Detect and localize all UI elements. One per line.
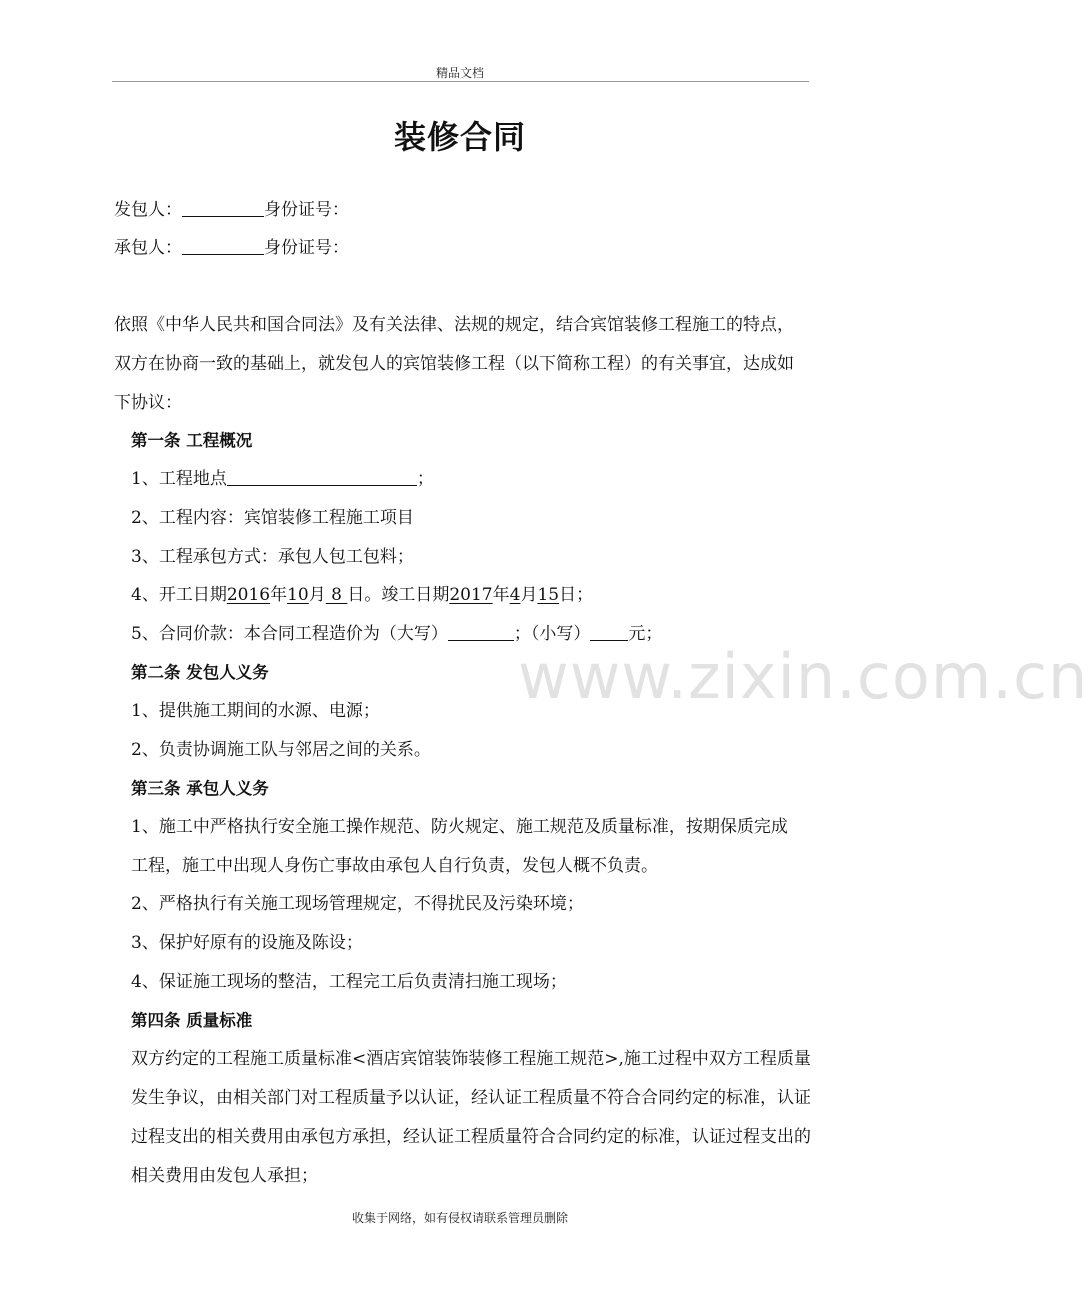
start-day: 8 — [325, 585, 348, 605]
article3-heading: 第三条 承包人义务 — [131, 779, 269, 798]
header-divider — [112, 81, 809, 82]
article1-item2: 2、工程内容：宾馆装修工程施工项目 — [131, 508, 414, 528]
price-upper-label: 5、合同价款：本合同工程造价为（大写） — [131, 624, 448, 644]
document-title: 装修合同 — [393, 118, 526, 156]
site-end: ； — [416, 469, 434, 489]
page-footer: 收集于网络，如有侵权请联系管理员删除 — [351, 1211, 568, 1225]
article1-item3: 3、工程承包方式：承包人包工包料； — [131, 547, 414, 567]
price-lower-blank — [590, 622, 628, 641]
employer-line — [114, 198, 349, 222]
end-year: 2017 — [449, 585, 493, 605]
month-char: 月 — [520, 585, 538, 605]
end-date-label: 日。竣工日期 — [347, 585, 450, 605]
price-suffix: 元； — [628, 624, 663, 644]
article1-item1 — [131, 467, 434, 491]
start-month: 10 — [287, 585, 309, 605]
contractor-label: 承包人： — [114, 238, 182, 258]
end-date-suffix: 日； — [559, 585, 594, 605]
year-char: 年 — [270, 585, 288, 605]
article3-item2: 2、严格执行有关施工现场管理规定，不得扰民及污染环境； — [131, 894, 584, 914]
watermark: www.zixin.com.cn — [518, 640, 1088, 713]
article4-paragraph: 双方约定的工程施工质量标准<酒店宾馆装饰装修工程施工规范>,施工过程中双方工程质量发生争议，由相关部门对工程质量予以认证，经认证工程质量不符合合同约定的标准，认证过程支出的相关费用由承包方承担，经认证工程质量符合合同约定的标准，认证过程支出的相关费用由发包人承担； — [131, 1049, 811, 1186]
employer-id-label: 身份证号： — [264, 200, 349, 220]
year-char: 年 — [492, 585, 510, 605]
article3-item4: 4、保证施工现场的整洁，工程完工后负责清扫施工现场； — [131, 972, 567, 992]
price-lower-label: ；（小写） — [513, 624, 591, 644]
employer-name-blank — [182, 198, 264, 217]
price-upper-blank — [448, 622, 514, 641]
contractor-id-label: 身份证号： — [264, 238, 349, 258]
article1-heading: 第一条 工程概况 — [131, 431, 253, 450]
site-blank — [227, 467, 417, 486]
month-char: 月 — [308, 585, 326, 605]
article2-item2: 2、负责协调施工队与邻居之间的关系。 — [131, 740, 431, 760]
preamble-paragraph: 依照《中华人民共和国合同法》及有关法律、法规的规定，结合宾馆装修工程施工的特点，双方在协商一致的基础上，就发包人的宾馆装修工程（以下简称工程）的有关事宜，达成如下协议： — [114, 315, 794, 413]
article4-heading: 第四条 质量标准 — [131, 1011, 253, 1030]
article1-item4 — [131, 583, 593, 607]
start-date-label: 4、开工日期 — [131, 585, 227, 605]
contractor-line — [114, 236, 349, 260]
contractor-name-blank — [182, 236, 264, 255]
start-year: 2016 — [226, 585, 271, 605]
end-month: 4 — [509, 585, 521, 605]
employer-label: 发包人： — [114, 200, 182, 220]
article3-item1: 1、施工中严格执行安全施工操作规范、防火规定、施工规范及质量标准，按期保质完成工程，施工中出现人身伤亡事故由承包人自行负责，发包人概不负责。 — [131, 817, 788, 876]
site-label: 1、工程地点 — [131, 469, 227, 489]
article2-item1: 1、提供施工期间的水源、电源； — [131, 701, 380, 721]
article3-item3: 3、保护好原有的设施及陈设； — [131, 933, 363, 953]
end-day: 15 — [537, 585, 560, 605]
page-header: 精品文档 — [435, 66, 484, 80]
article2-heading: 第二条 发包人义务 — [131, 663, 269, 682]
